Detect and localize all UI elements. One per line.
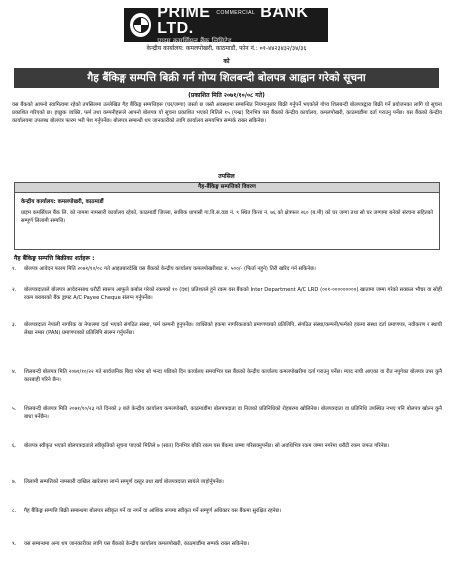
term-text: शिलबन्दी बोलपत्र मिति २०७१/१०/२२ गते सार्वजनिक बिदा परेमा सो भन्दा पछिको दिन कार्यालय समयभित्र यस बैंकको केन्द्रीय कार्यालय कमलपोखरीमा दर्ता गराउनु पर्नेछ। म्याद नाघी आएका वा रीत नपुगेका बोलपत्र उपर कुनै कारबाही गरिने छैन। [24, 369, 442, 383]
term-text: लिलामी सम्पत्तिको नामसारी दाखिल खारेजमा लाग्ने सम्पूर्ण दस्तुर तथा खर्च बोलपत्रदाता स्वयंले व्यहोर्नुपर्नेछ। [24, 479, 224, 485]
term-item [12, 540, 442, 548]
term-number: ७. [12, 479, 17, 485]
term-text: बोलपत्र आवेदन फारम मिति २०७१/१०/०८ गते आइतबारदेखि यस बैंकको केन्द्रीय कार्यालय कमलपोखरीबाट रु. ५००/- (फिर्ता नहुने) तिरी खरिद गर्न सकिनेछ। [24, 266, 316, 272]
term-item [12, 442, 442, 450]
term-text: शिलबन्दी बोलपत्र मिति २०७१/१०/२३ गते दिनको ३ बजे केन्द्रीय कार्यालय कमलपोखरी, काठमाडौंमा बोलपत्रदाता वा निजको प्रतिनिधिको रोहबरमा खोलिनेछ। बोलपत्रदाता वा प्रतिनिधि उपस्थित नभए पनि बोलपत्र खोल्न कुनै बाधा पर्नेछैन। [24, 406, 442, 420]
term-item [12, 368, 442, 384]
term-number: ४. [12, 369, 17, 375]
term-item [12, 405, 442, 421]
brand-subtitle: प्राइम कमर्सियल बैंक लिमिटेड [157, 36, 232, 45]
notice-title: गैह बैंकिङ्ग सम्पत्ति बिक्री गर्न गोप्य शिलबन्दी बोलपत्र आह्वान गरेको सूचना [14, 68, 439, 88]
office-address: केन्द्रीय कार्यालय: कमलपोखरी, काठमाडौं, फोन नं.: ०१-४४२३४३२/३४/३६ [146, 45, 307, 52]
term-text: बोलपत्र स्वीकृत भएको बोलपत्रदाताले स्वीकृतिको सूचना पाएको मितिले ७ (सात) दिनभित्र बाँकी रकम यस बैंकमा जम्मा गरिसक्नुपर्नेछ। सो अवधिभित्र रकम जम्मा नगरेमा धरौटी रकम जफत गरिनेछ। [24, 443, 390, 449]
brand-name: PRiME [157, 3, 211, 21]
term-number: २. [12, 287, 17, 293]
schedule-heading: तपसिल [218, 173, 235, 180]
property-office: केन्द्रीय कार्यालय: कमलपोखरी, काठमाडौं [21, 199, 104, 205]
term-text: बोलपत्रदाताले बोलपत्र आवेदनसाथ धरौटी स्वरूप आफूले कबोल गरेको रकमको १० (दश) प्रतिशतले हुने रकम यस बैंकको Inter Department A/C LRD (००१-०००००००००) खातामा जम्मा गरेको सक्कल भौचर वा सोही रकम बराबरको बैंक ड्राफ्ट A/C Payee Cheque संलग्न गर्नुपर्नेछ। [24, 287, 442, 301]
intro-paragraph: यस बैंकको आफ्नो स्वामित्वमा रहेको तपसिलमा उल्लेखित गैह बैंकिङ्ग सम्पत्तिहरू (घर/जग्गा) जस्तो छ जस्तै अवस्थामा सम्बन्धित नियमानुसार बिक्री गर्नुपर्ने भएकोले गोप्य शिलबन्दी बोलपत्रद्वारा बिक्री गर्ने प्रयोजनका लागि यो सूचना प्रकाशित गरिएको छ। इच्छुक व्यक्ति, फर्म तथा कम्पनीहरूले आफ्नो बोलपत्र यो सूचना प्रकाशित भएको मितिले १५ (पन्ध्र) दिनभित्र यस बैंकको केन्द्रीय कार्यालय, कमलपोखरी, काठमाडौंमा दर्ता गराउनु पर्नेछ। यस बैंकको केन्द्रीय कार्यालयमा उपलब्ध बोलपत्र फारम भरी पेश गर्नुपर्नेछ। बोलपत्र सम्बन्धी थप जानकारीको लागि कार्यालय समयभित्र सम्पर्क राख्न सकिनेछ। [12, 102, 442, 124]
ko-label: को [223, 58, 230, 65]
property-table-heading: गैह-बैंकिङ्ग सम्पत्तिको विवरण [15, 183, 439, 193]
publish-date: (प्रकाशित मिति २०७१/१०/०८ गते) [188, 92, 265, 99]
term-item [12, 265, 442, 273]
bank-logo [124, 3, 328, 45]
term-number: ८. [12, 508, 17, 514]
term-text: बोलपत्रदाता नेपाली नागरिक वा नेपालमा दर्ता भएको संगठित संस्था, फर्म कम्पनी हुनुपर्नेछ। व्यक्तिको हकमा नागरिकताको प्रमाणपत्रको प्रतिलिपि, संगठित संस्था/कम्पनी/फर्मको हकमा संस्था दर्ता प्रमाणपत्र, नवीकरण र स्थायी लेखा नम्बर (PAN) प्रमाणपत्रको प्रतिलिपि संलग्न गर्नुपर्नेछ। [24, 322, 442, 336]
property-table [14, 182, 440, 250]
term-number: १. [12, 266, 17, 272]
term-number: ५. [12, 406, 17, 412]
term-item [12, 478, 442, 486]
term-text: गैह बैंकिङ्ग सम्पत्ति बिक्री सम्बन्धमा बोलपत्र स्वीकृत गर्ने वा नगर्ने वा आंशिक रूपमा स्वीकृत गर्ने सम्पूर्ण अधिकार यस बैंकमा सुरक्षित रहनेछ। [24, 508, 282, 514]
term-item [12, 321, 442, 337]
term-number: ६. [12, 443, 17, 449]
brand-superscript: COMMERCIAL [216, 9, 256, 16]
term-number: ९. [12, 541, 17, 547]
term-item [12, 507, 442, 515]
brand-name-suffix: BANK LTD. [157, 3, 309, 37]
term-text: यस सम्बन्धमा अन्य थप जानकारीका लागि यस बैंकको केन्द्रीय कार्यालय कमलपोखरी, काठमाडौंमा सम्पर्क राख्न सकिनेछ। [24, 541, 250, 547]
terms-heading: गैह बैंकिङ्ग सम्पत्ति बिक्रीका शर्तहरू : [14, 255, 95, 262]
term-item [12, 286, 442, 302]
term-number: ३. [12, 322, 17, 328]
prime-bank-logo-icon [130, 13, 151, 37]
property-description: प्राइम कमर्सियल बैंक लि. को नाममा नामसारी कार्यालय रहेको, काठमाडौं जिल्ला, साबिक धापासी गा.वि.स.वडा नं. ९ स्थित कित्ता नं. ७६ को क्षेत्रफल २६० (ब.मी) को घर जग्गा तथा सो घर जग्गामा बनेको संरचना सहितको सम्पूर्ण लिलामी सम्पत्ति। [21, 210, 433, 224]
